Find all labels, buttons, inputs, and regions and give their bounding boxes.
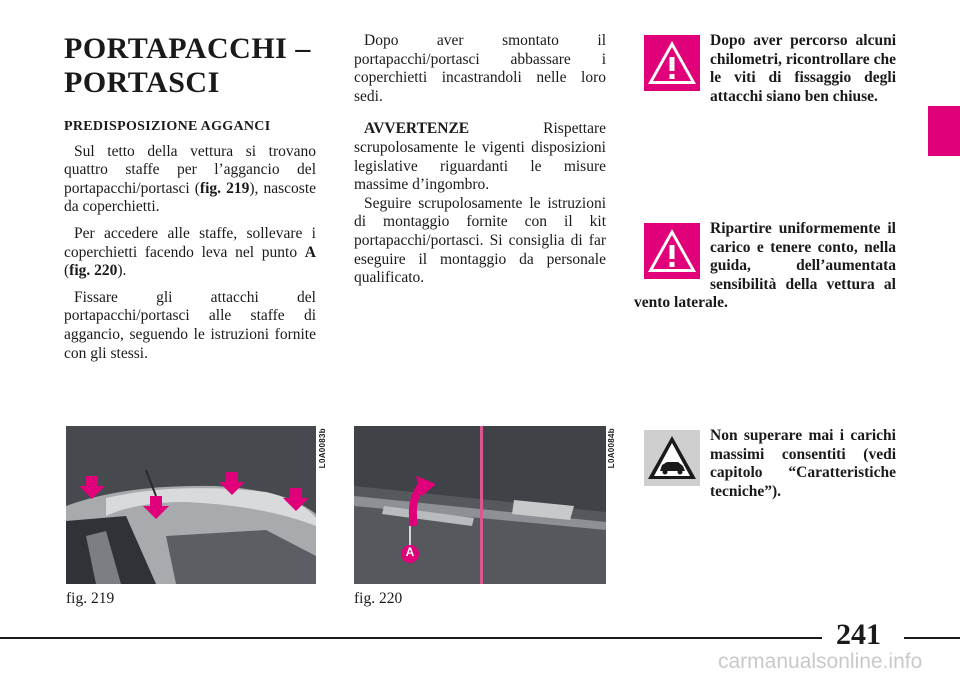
- page-number: 241: [836, 618, 881, 651]
- watermark: carmanualsonline.info: [718, 650, 923, 673]
- column-middle: [354, 32, 606, 296]
- fig-ref-219: fig. 219: [199, 179, 250, 197]
- footer-rule-right: [904, 637, 960, 639]
- paragraph-2: Per accedere alle staffe, sollevare i coperchietti facendo leva nel punto A (fig. 220).: [64, 224, 316, 280]
- warning-box-1: Dopo aver percorso alcuni chilometri, ricontrollare che le viti di fissaggio degli attacchi siano ben chiuse.: [634, 32, 896, 106]
- paragraph-5: Seguire scrupolosamente le istruzioni di montaggio fornite con il kit portapacchi/portasci. Si consiglia di far eseguire il montaggio da personale qualificato.: [354, 194, 606, 287]
- section-tab: [928, 106, 960, 156]
- paragraph-3: Fissare gli attacchi del portapacchi/portasci alle staffe di aggancio, seguendo le istruzioni fornite con gli stessi.: [64, 288, 316, 362]
- warning-box-2: Ripartire uniformemente il carico e tenere conto, nella guida, dell’aumentata sensibilità della vettura al vento laterale.: [634, 220, 896, 312]
- paragraph-1: Sul tetto della vettura si trovano quattro staffe per l’aggancio del portapacchi/portasci (fig. 219), nascoste da coperchietti.: [64, 142, 316, 216]
- figure-220-point-a-label: A: [405, 545, 415, 559]
- footer-rule-left: [0, 637, 822, 639]
- figure-219-image: [66, 426, 316, 584]
- warning-triangle-icon: [644, 35, 700, 91]
- figure-220-caption: fig. 220: [354, 590, 403, 607]
- figure-220-code: L0A0084b: [607, 428, 616, 469]
- figure-219-caption: fig. 219: [66, 590, 115, 607]
- column-left: [64, 118, 316, 371]
- avvertenze-label: AVVERTENZE: [364, 120, 470, 138]
- paragraph-4: Dopo aver smontato il portapacchi/portasci abbassare i coperchietti incastrandoli nelle loro sedi.: [354, 32, 606, 105]
- warning-box-3: Non superare mai i carichi massimi consentiti (vedi capitolo “Caratteristiche tecniche”).: [634, 427, 896, 501]
- subheading: PREDISPOSIZIONE AGGANCI: [64, 119, 271, 134]
- page-title: PORTAPACCHI – PORTASCI: [64, 32, 311, 99]
- figure-220-image: [354, 426, 606, 584]
- car-warning-icon: [644, 430, 700, 486]
- paragraph-warnings: AVVERTENZE Rispettare scrupolosamente le vigenti disposizioni legislative riguardanti le misure massime d’ingombro.: [354, 120, 606, 194]
- warning-triangle-icon: [644, 223, 700, 279]
- fig-ref-220: fig. 220: [69, 262, 118, 280]
- figure-219-code: L0A0083b: [318, 428, 327, 469]
- point-a-ref: A: [304, 243, 316, 261]
